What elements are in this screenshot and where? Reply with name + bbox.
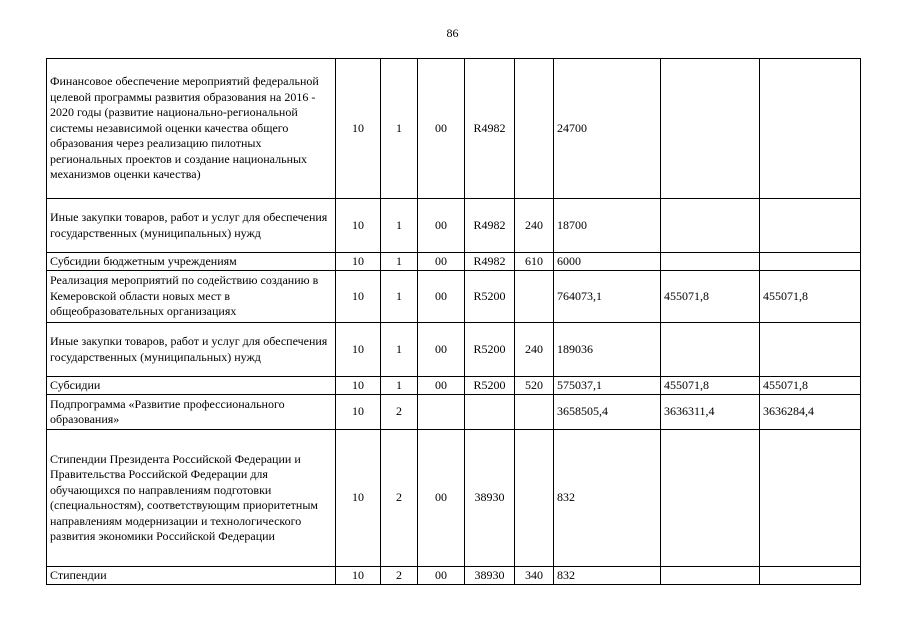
- row-vr: 610: [515, 253, 554, 271]
- page-number: 86: [446, 26, 459, 40]
- row-pr: 1: [381, 323, 418, 377]
- row-pr: 2: [381, 395, 418, 430]
- row-kcsr-program: 00: [418, 59, 465, 199]
- row-sum-1: 24700: [554, 59, 661, 199]
- row-sum-1: 18700: [554, 199, 661, 253]
- row-vr: 520: [515, 377, 554, 395]
- row-sum-1: 189036: [554, 323, 661, 377]
- row-name: Иные закупки товаров, работ и услуг для обеспечения государственных (муниципальных) нужд: [47, 323, 336, 377]
- row-pr: 1: [381, 199, 418, 253]
- row-sum-3: [760, 59, 861, 199]
- row-pr: 1: [381, 59, 418, 199]
- row-rz: 10: [336, 430, 381, 567]
- row-name: Субсидии: [47, 377, 336, 395]
- row-name: Подпрограмма «Развитие профессионального образования»: [47, 395, 336, 430]
- row-sum-3: [760, 323, 861, 377]
- row-vr: 240: [515, 323, 554, 377]
- row-vr: [515, 395, 554, 430]
- row-sum-2: 3636311,4: [661, 395, 760, 430]
- row-kcsr-code: R5200: [465, 271, 515, 323]
- row-sum-1: 3658505,4: [554, 395, 661, 430]
- row-pr: 2: [381, 430, 418, 567]
- row-kcsr-code: 38930: [465, 430, 515, 567]
- row-sum-2: [661, 567, 760, 585]
- row-rz: 10: [336, 59, 381, 199]
- table-row: [47, 271, 861, 323]
- row-sum-2: [661, 59, 760, 199]
- row-kcsr-program: 00: [418, 567, 465, 585]
- row-kcsr-code: [465, 395, 515, 430]
- row-kcsr-program: 00: [418, 271, 465, 323]
- row-sum-2: 455071,8: [661, 271, 760, 323]
- table-row: [47, 59, 861, 199]
- row-kcsr-program: 00: [418, 377, 465, 395]
- row-kcsr-code: 38930: [465, 567, 515, 585]
- row-pr: 1: [381, 253, 418, 271]
- row-name: Финансовое обеспечение мероприятий федеральной целевой программы развития образования на 2016 - 2020 годы (развитие национально-региональной системы независимой оценки качества общего образования через реализацию пилотных региональных проектов и создание национальных механизмов оценки качества): [47, 59, 336, 199]
- row-rz: 10: [336, 567, 381, 585]
- row-sum-3: [760, 567, 861, 585]
- row-rz: 10: [336, 323, 381, 377]
- table-row: [47, 377, 861, 395]
- row-name: Иные закупки товаров, работ и услуг для обеспечения государственных (муниципальных) нужд: [47, 199, 336, 253]
- row-sum-3: [760, 199, 861, 253]
- row-kcsr-code: R5200: [465, 323, 515, 377]
- row-sum-2: [661, 430, 760, 567]
- table-row: [47, 323, 861, 377]
- row-rz: 10: [336, 271, 381, 323]
- row-rz: 10: [336, 395, 381, 430]
- row-pr: 1: [381, 377, 418, 395]
- row-sum-3: 455071,8: [760, 271, 861, 323]
- row-rz: 10: [336, 377, 381, 395]
- row-kcsr-code: R4982: [465, 199, 515, 253]
- row-vr: 240: [515, 199, 554, 253]
- row-name: Реализация мероприятий по содействию созданию в Кемеровской области новых мест в общеобразовательных организациях: [47, 271, 336, 323]
- row-kcsr-program: [418, 395, 465, 430]
- row-vr: [515, 271, 554, 323]
- row-sum-1: 6000: [554, 253, 661, 271]
- row-kcsr-program: 00: [418, 199, 465, 253]
- row-kcsr-program: 00: [418, 323, 465, 377]
- row-pr: 1: [381, 271, 418, 323]
- table-row: [47, 199, 861, 253]
- row-sum-2: 455071,8: [661, 377, 760, 395]
- row-sum-2: [661, 323, 760, 377]
- row-vr: 340: [515, 567, 554, 585]
- row-name: Субсидии бюджетным учреждениям: [47, 253, 336, 271]
- row-sum-3: [760, 430, 861, 567]
- row-rz: 10: [336, 253, 381, 271]
- row-kcsr-code: R4982: [465, 253, 515, 271]
- row-name: Стипендии: [47, 567, 336, 585]
- row-vr: [515, 59, 554, 199]
- row-kcsr-code: R4982: [465, 59, 515, 199]
- row-sum-1: 832: [554, 567, 661, 585]
- row-sum-1: 764073,1: [554, 271, 661, 323]
- budget-table: [46, 58, 861, 585]
- row-sum-2: [661, 199, 760, 253]
- row-kcsr-program: 00: [418, 253, 465, 271]
- row-pr: 2: [381, 567, 418, 585]
- row-sum-2: [661, 253, 760, 271]
- table-row: [47, 253, 861, 271]
- row-vr: [515, 430, 554, 567]
- row-sum-1: 575037,1: [554, 377, 661, 395]
- row-kcsr-program: 00: [418, 430, 465, 567]
- table-row: [47, 430, 861, 567]
- row-kcsr-code: R5200: [465, 377, 515, 395]
- table-row: [47, 395, 861, 430]
- table-row: [47, 567, 861, 585]
- row-rz: 10: [336, 199, 381, 253]
- row-name: Стипендии Президента Российской Федерации и Правительства Российской Федерации для обучающихся по направлениям подготовки (специальностям), соответствующим приоритетным направлениям модернизации и технологического развития экономики Российской Федерации: [47, 430, 336, 567]
- row-sum-3: 3636284,4: [760, 395, 861, 430]
- row-sum-1: 832: [554, 430, 661, 567]
- row-sum-3: [760, 253, 861, 271]
- row-sum-3: 455071,8: [760, 377, 861, 395]
